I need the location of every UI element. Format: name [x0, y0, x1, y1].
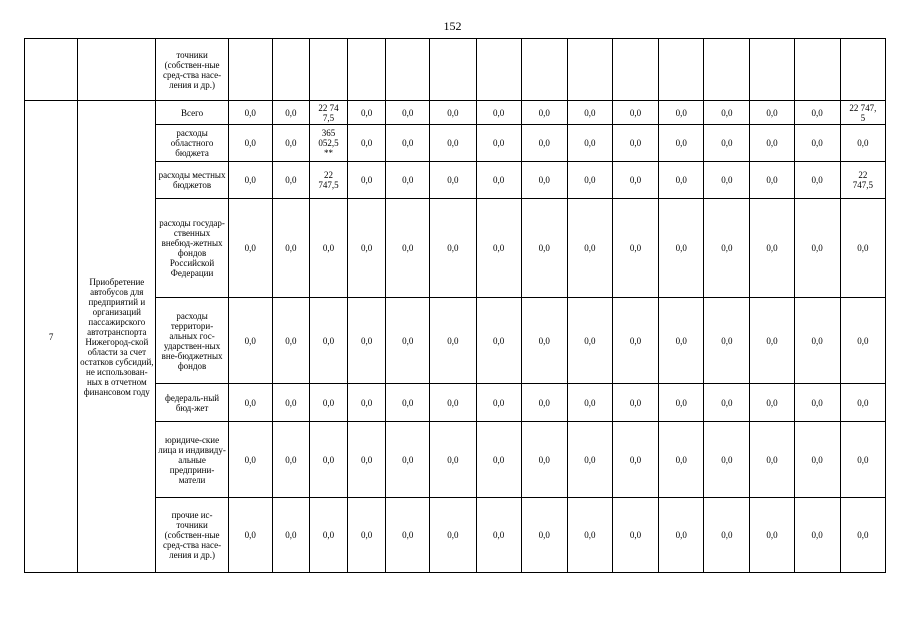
value-cell: 0,0 — [567, 384, 612, 422]
value-cell: 0,0 — [348, 125, 386, 162]
value-cell: 22 74 7,5 — [309, 101, 347, 125]
value-cell: 0,0 — [272, 125, 309, 162]
value-cell: 0,0 — [228, 422, 272, 498]
value-cell — [612, 39, 658, 101]
value-cell — [228, 39, 272, 101]
value-cell: 0,0 — [567, 199, 612, 298]
value-cell: 0,0 — [840, 125, 885, 162]
row-number-cell: 7 — [25, 101, 78, 573]
table-row — [25, 101, 886, 125]
value-cell: 0,0 — [659, 422, 704, 498]
funding-source-cell: расходы местных бюджетов — [156, 162, 228, 199]
value-cell — [386, 39, 430, 101]
value-cell: 0,0 — [430, 199, 476, 298]
value-cell: 0,0 — [567, 101, 612, 125]
value-cell: 0,0 — [704, 298, 750, 384]
funding-source-cell: федераль-ный бюд-жет — [156, 384, 228, 422]
value-cell: 0,0 — [840, 498, 885, 573]
value-cell: 0,0 — [704, 498, 750, 573]
value-cell: 0,0 — [430, 101, 476, 125]
value-cell — [750, 39, 794, 101]
event-name-cell — [78, 39, 156, 101]
value-cell: 22 747, 5 — [840, 101, 885, 125]
value-cell: 0,0 — [659, 298, 704, 384]
value-cell: 0,0 — [840, 422, 885, 498]
value-cell: 0,0 — [521, 162, 567, 199]
value-cell — [309, 39, 347, 101]
budget-table — [24, 38, 886, 573]
value-cell: 0,0 — [612, 422, 658, 498]
value-cell — [659, 39, 704, 101]
value-cell: 0,0 — [386, 125, 430, 162]
value-cell: 0,0 — [521, 199, 567, 298]
value-cell: 0,0 — [476, 498, 521, 573]
value-cell: 0,0 — [750, 498, 794, 573]
value-cell: 0,0 — [794, 422, 840, 498]
value-cell: 0,0 — [704, 384, 750, 422]
value-cell: 0,0 — [794, 125, 840, 162]
table-body — [25, 39, 886, 573]
funding-source-cell: расходы областного бюджета — [156, 125, 228, 162]
value-cell: 0,0 — [228, 498, 272, 573]
value-cell: 0,0 — [348, 384, 386, 422]
value-cell: 0,0 — [272, 498, 309, 573]
table-row-top — [25, 39, 886, 101]
value-cell: 0,0 — [309, 498, 347, 573]
value-cell: 0,0 — [228, 101, 272, 125]
value-cell: 0,0 — [272, 101, 309, 125]
value-cell: 0,0 — [567, 125, 612, 162]
funding-source-cell: прочие ис-точники (собствен-ные сред-ства насе-ления и др.) — [156, 498, 228, 573]
value-cell: 0,0 — [659, 101, 704, 125]
value-cell: 0,0 — [386, 162, 430, 199]
value-cell: 0,0 — [228, 298, 272, 384]
value-cell: 0,0 — [476, 199, 521, 298]
value-cell: 0,0 — [430, 498, 476, 573]
value-cell: 0,0 — [750, 125, 794, 162]
value-cell: 0,0 — [704, 125, 750, 162]
funding-source-cell: расходы государ-ственных внебюд-жетных фондов Российской Федерации — [156, 199, 228, 298]
value-cell: 0,0 — [750, 298, 794, 384]
value-cell: 0,0 — [228, 125, 272, 162]
value-cell: 0,0 — [704, 101, 750, 125]
value-cell: 0,0 — [272, 384, 309, 422]
value-cell: 0,0 — [386, 384, 430, 422]
value-cell: 0,0 — [794, 199, 840, 298]
value-cell: 0,0 — [272, 298, 309, 384]
value-cell: 0,0 — [309, 384, 347, 422]
value-cell — [840, 39, 885, 101]
value-cell — [704, 39, 750, 101]
value-cell: 0,0 — [612, 101, 658, 125]
value-cell: 0,0 — [476, 101, 521, 125]
value-cell: 365 052,5 ** — [309, 125, 347, 162]
value-cell: 0,0 — [521, 101, 567, 125]
value-cell: 0,0 — [704, 162, 750, 199]
value-cell — [567, 39, 612, 101]
value-cell: 0,0 — [272, 199, 309, 298]
value-cell: 22 747,5 — [309, 162, 347, 199]
value-cell: 0,0 — [750, 422, 794, 498]
value-cell: 0,0 — [476, 162, 521, 199]
value-cell: 0,0 — [348, 422, 386, 498]
value-cell: 0,0 — [750, 162, 794, 199]
value-cell: 0,0 — [659, 125, 704, 162]
value-cell: 0,0 — [309, 422, 347, 498]
value-cell: 0,0 — [386, 422, 430, 498]
value-cell: 0,0 — [430, 162, 476, 199]
value-cell: 0,0 — [840, 384, 885, 422]
value-cell: 0,0 — [309, 199, 347, 298]
value-cell: 0,0 — [840, 199, 885, 298]
funding-source-cell: юридиче-ские лица и индивиду-альные предприни-матели — [156, 422, 228, 498]
value-cell: 0,0 — [272, 162, 309, 199]
value-cell: 0,0 — [521, 125, 567, 162]
value-cell: 0,0 — [794, 101, 840, 125]
value-cell: 0,0 — [521, 422, 567, 498]
value-cell: 0,0 — [567, 498, 612, 573]
value-cell: 0,0 — [567, 422, 612, 498]
value-cell — [348, 39, 386, 101]
value-cell: 0,0 — [430, 384, 476, 422]
value-cell — [476, 39, 521, 101]
value-cell: 0,0 — [228, 162, 272, 199]
event-name-cell: Приобретение автобусов для предприятий и организаций пассажирского автотранспорта Нижегород-ской области за счет остатков субсидий, не использован-ных в отчетном финансовом году — [78, 101, 156, 573]
value-cell: 0,0 — [430, 298, 476, 384]
value-cell: 0,0 — [659, 498, 704, 573]
value-cell: 0,0 — [794, 162, 840, 199]
value-cell: 0,0 — [521, 298, 567, 384]
value-cell: 0,0 — [348, 101, 386, 125]
value-cell: 0,0 — [750, 384, 794, 422]
value-cell: 0,0 — [348, 199, 386, 298]
value-cell: 0,0 — [386, 101, 430, 125]
value-cell: 0,0 — [476, 384, 521, 422]
value-cell: 0,0 — [348, 298, 386, 384]
value-cell: 0,0 — [567, 298, 612, 384]
value-cell: 0,0 — [794, 298, 840, 384]
funding-source-cell: расходы территори-альных гос-ударствен-ных вне-бюджетных фондов — [156, 298, 228, 384]
value-cell: 0,0 — [840, 298, 885, 384]
funding-source-cell: точники (собствен-ные сред-ства насе-ления и др.) — [156, 39, 228, 101]
value-cell — [521, 39, 567, 101]
value-cell: 0,0 — [228, 384, 272, 422]
value-cell: 0,0 — [567, 162, 612, 199]
value-cell: 0,0 — [794, 498, 840, 573]
value-cell: 0,0 — [386, 298, 430, 384]
funding-source-cell: Всего — [156, 101, 228, 125]
value-cell: 0,0 — [272, 422, 309, 498]
value-cell — [272, 39, 309, 101]
value-cell: 0,0 — [521, 384, 567, 422]
page-number: 152 — [443, 19, 462, 33]
value-cell: 0,0 — [659, 384, 704, 422]
value-cell: 0,0 — [704, 422, 750, 498]
value-cell: 0,0 — [612, 162, 658, 199]
value-cell: 0,0 — [430, 422, 476, 498]
row-number-cell — [25, 39, 78, 101]
value-cell: 0,0 — [794, 384, 840, 422]
value-cell: 0,0 — [476, 125, 521, 162]
value-cell: 0,0 — [430, 125, 476, 162]
value-cell: 0,0 — [476, 298, 521, 384]
value-cell: 0,0 — [348, 498, 386, 573]
value-cell: 0,0 — [612, 199, 658, 298]
value-cell: 0,0 — [228, 199, 272, 298]
value-cell — [430, 39, 476, 101]
value-cell: 0,0 — [750, 199, 794, 298]
value-cell: 0,0 — [612, 498, 658, 573]
value-cell: 0,0 — [348, 162, 386, 199]
value-cell: 0,0 — [309, 298, 347, 384]
value-cell: 0,0 — [476, 422, 521, 498]
value-cell: 0,0 — [612, 298, 658, 384]
value-cell: 0,0 — [659, 162, 704, 199]
value-cell — [794, 39, 840, 101]
value-cell: 0,0 — [386, 498, 430, 573]
value-cell: 0,0 — [750, 101, 794, 125]
value-cell: 0,0 — [704, 199, 750, 298]
value-cell: 22 747,5 — [840, 162, 885, 199]
value-cell: 0,0 — [612, 125, 658, 162]
value-cell: 0,0 — [659, 199, 704, 298]
value-cell: 0,0 — [521, 498, 567, 573]
value-cell: 0,0 — [612, 384, 658, 422]
value-cell: 0,0 — [386, 199, 430, 298]
